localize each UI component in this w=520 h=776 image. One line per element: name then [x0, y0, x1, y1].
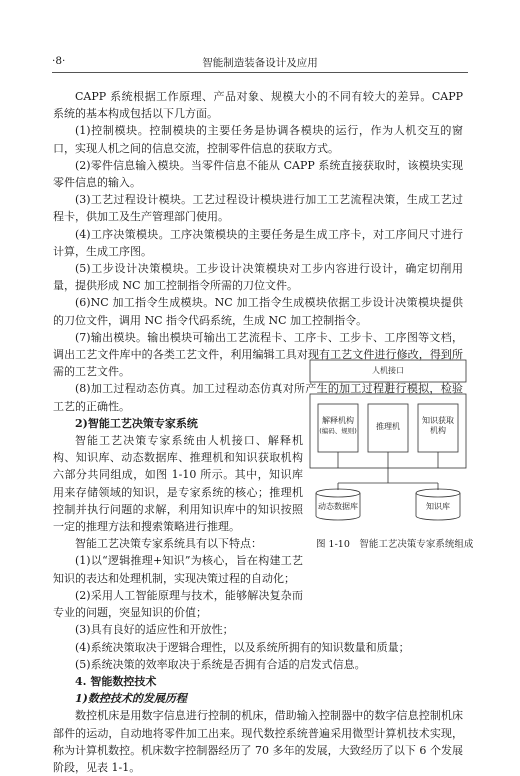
kb-cylinder-top	[416, 489, 460, 497]
page-header	[52, 52, 468, 73]
paragraph: (4)工序决策模块。工序决策模块的主要任务是生成工序卡，对工序间尺寸进行计算，生成工序图。	[53, 227, 463, 258]
paragraph: (1)控制模块。控制模块的主要任务是协调各模块的运行，作为人机交互的窗口，实现人机之间的信息交流，控制零件信息的获取方式。	[53, 124, 463, 155]
dyndb-label: 动态数据库	[318, 502, 358, 511]
acquire-label-line1: 知识获取	[422, 416, 454, 425]
subsection-heading: 1)数控技术的发展历程	[75, 692, 187, 706]
section2-column	[53, 415, 303, 621]
section-heading: 2)智能工艺决策专家系统	[75, 416, 198, 430]
paragraph: (5)工步设计决策模块。工步设计决策模块对工步内容进行设计，确定切削用量，提供形成 NC 加工控制指令所需的刀位文件。	[53, 262, 463, 293]
inference-label: 推理机	[376, 422, 400, 431]
dyndb-cylinder-top	[316, 489, 360, 497]
hmi-label: 人机接口	[372, 366, 404, 375]
acquire-label	[418, 416, 458, 436]
page-number: ·8·	[52, 55, 66, 67]
paragraph: CAPP 系统根据工作原理、产品对象、规模大小的不同有较大的差异。CAPP 系统的基本构成包括以下几方面。	[53, 90, 463, 121]
paragraph: 数控机床是用数字信息进行控制的机床，借助输入控制器中的数字信息控制机床部件的运动，自动地将零件加工出来。现代数控系统普遍采用微型计算机技术实现，称为计算机数控。机床数字控制器经历了 70 多年的发展，大致经历了以下 6 个发展阶段，见表 1-1。	[53, 709, 463, 774]
list-item: (4)系统决策取决于逻辑合理性，以及系统所拥有的知识数量和质量；	[75, 640, 410, 654]
section-heading: 4. 智能数控技术	[75, 674, 157, 688]
paragraph: (2)零件信息输入模块。当零件信息不能从 CAPP 系统直接获取时，该模块实现零件信息的输入。	[53, 158, 463, 190]
figure-expert-system	[308, 358, 468, 528]
paragraph: (8)加工过程动态仿真。加工过程动态仿真对所产生的加工过程进行模拟，检验工艺的正确性。	[53, 382, 463, 413]
explain-label	[318, 416, 358, 436]
list-item: (5)系统决策的效率取决于系统是否拥有合适的启发式信息。	[75, 657, 366, 671]
figure-caption: 图 1-10 智能工艺决策专家系统组成	[316, 539, 474, 550]
list-item: (2)采用人工智能原理与技术，能够解决复杂而专业的问题，突显知识的价值；	[53, 588, 303, 620]
paragraph: (3)工艺过程设计模块。工艺过程设计模块进行加工工艺流程决策，生成工艺过程卡，供加工及生产管理部门使用。	[53, 193, 463, 224]
list-item: (1)以“逻辑推理+知识”为核心，旨在构建工艺知识的表达和处理机制，实现决策过程的自动化；	[53, 554, 303, 585]
paragraph: (6)NC 加工指令生成模块。NC 加工指令生成模块依据工步设计决策模块提供的刀位文件，调用 NC 指令代码系统，生成 NC 加工控制指令。	[53, 296, 463, 327]
explain-label-line1: 解释机构	[322, 416, 354, 425]
list-item: (3)具有良好的适应性和开放性；	[75, 623, 234, 637]
paragraph: (7)输出模块。输出模块可输出工艺流程卡、工序卡、工步卡、工序图等文档，调出工艺文件库中的各类工艺文件，利用编辑工具对现有工艺文件进行修改，得到所需的工艺文件。	[53, 330, 463, 379]
explain-label-line2: (编码、规则)	[319, 427, 357, 435]
paragraph: 智能工艺决策专家系统具有以下特点：	[75, 537, 262, 551]
paragraph: 智能工艺决策专家系统由人机接口、解释机构、知识库、动态数据库、推理机和知识获取机构六部分共同组成，如图 1-10 所示。其中，知识库用来存储领域的知识，是专家系统的核心；推理机控制并执行问题的求解，利用知识库中的知识按照一定的推理方法和搜索策略进行推理。	[53, 434, 303, 534]
running-title: 智能制造装备设计及应用	[202, 57, 318, 69]
acquire-label-line2: 机构	[430, 426, 446, 435]
kb-label: 知识库	[426, 502, 450, 511]
